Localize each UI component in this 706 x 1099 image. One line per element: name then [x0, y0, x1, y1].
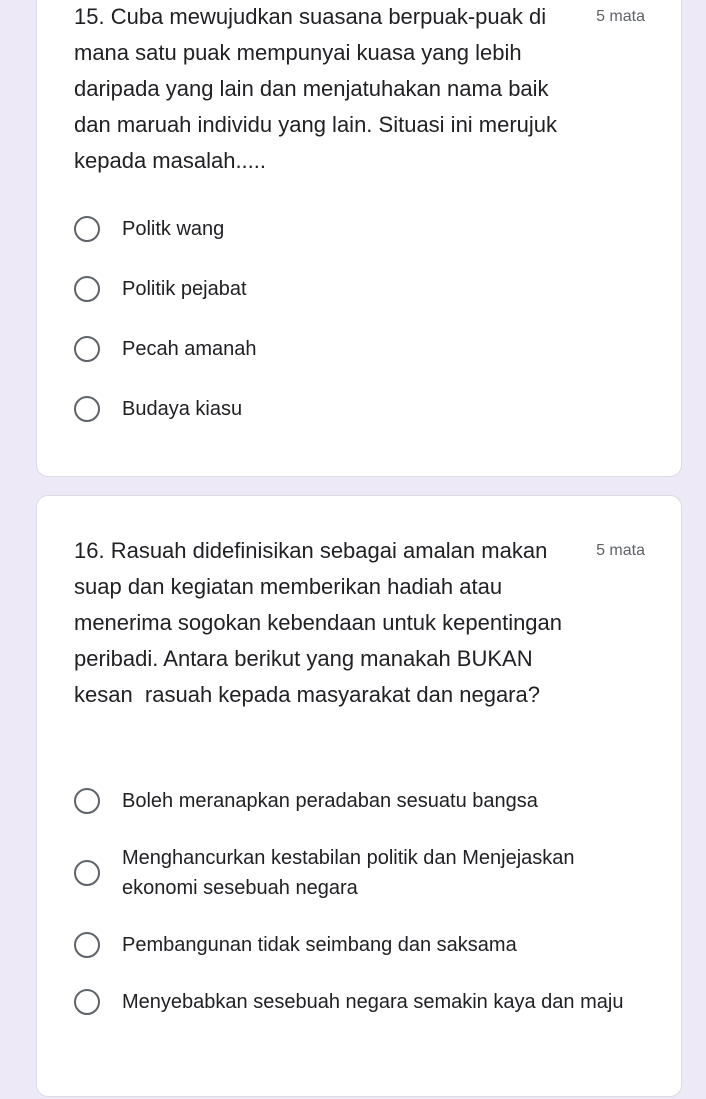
question-header	[74, 533, 645, 713]
points-label: 5 mata	[596, 8, 645, 25]
radio-button[interactable]	[74, 860, 100, 886]
question-card-16	[36, 495, 682, 1097]
option-pecah-amanah[interactable]	[74, 334, 645, 364]
option-menyebabkan-kaya[interactable]	[74, 987, 645, 1017]
option-label: Politik pejabat	[122, 278, 247, 300]
radio-button[interactable]	[74, 932, 100, 958]
option-label: Menghancurkan kestabilan politik dan Menjejaskan ekonomi sesebuah negara	[122, 847, 575, 899]
radio-button[interactable]	[74, 396, 100, 422]
question-card-15	[36, 0, 682, 477]
radio-button[interactable]	[74, 336, 100, 362]
question-title: 16. Rasuah didefinisikan sebagai amalan makan suap dan kegiatan memberikan hadiah atau menerima sogokan kebendaan untuk kepentingan peribadi. Antara berikut yang manakah BUKAN kesan rasuah kepada masyarakat dan negara?	[74, 538, 569, 707]
option-label: Budaya kiasu	[122, 398, 243, 420]
radio-button[interactable]	[74, 276, 100, 302]
radio-button[interactable]	[74, 216, 100, 242]
option-label: Menyebabkan sesebuah negara semakin kaya dan maju	[122, 991, 624, 1013]
option-label: Politk wang	[122, 218, 225, 240]
option-politk-wang[interactable]	[74, 214, 645, 244]
points-label: 5 mata	[596, 542, 645, 559]
radio-button[interactable]	[74, 989, 100, 1015]
radio-button[interactable]	[74, 788, 100, 814]
option-menghancurkan-kestabilan[interactable]	[74, 843, 645, 903]
question-title: 15. Cuba mewujudkan suasana berpuak-puak di mana satu puak mempunyai kuasa yang lebih daripada yang lain dan menjatuhakan nama baik dan maruah individu yang lain. Situasi ini merujuk kepada masalah.....	[74, 4, 564, 173]
option-boleh-meranapkan[interactable]	[74, 786, 645, 816]
option-label: Boleh meranapkan peradaban sesuatu bangsa	[122, 790, 538, 812]
option-pembangunan-tidak-seimbang[interactable]	[74, 930, 645, 960]
question-header	[74, 0, 645, 179]
option-label: Pecah amanah	[122, 338, 257, 360]
option-politik-pejabat[interactable]	[74, 274, 645, 304]
option-label: Pembangunan tidak seimbang dan saksama	[122, 934, 517, 956]
option-budaya-kiasu[interactable]	[74, 394, 645, 424]
